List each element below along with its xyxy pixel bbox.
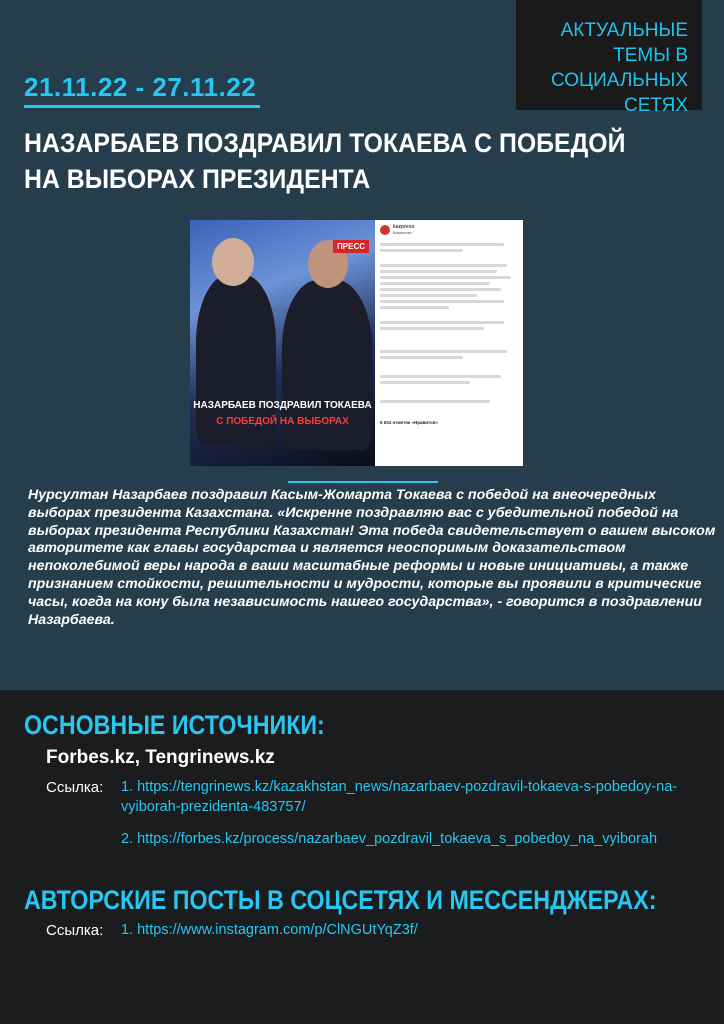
sources-link-label: Ссылка: bbox=[46, 779, 104, 796]
image-caption-line2: С ПОБЕДОЙ НА ВЫБОРАХ bbox=[216, 416, 349, 427]
source-link-1[interactable]: 1. https://tengrinews.kz/kazakhstan_news/nazarbaev-pozdravil-tokaeva-s-pobedoy-na-vyiborah-prezidenta-483757/ bbox=[121, 779, 678, 815]
account-location: Казахстан bbox=[393, 230, 412, 235]
head-left bbox=[212, 238, 254, 286]
post-likes: 5 024 отметок «Нравится» bbox=[380, 420, 438, 425]
author-link-label: Ссылка: bbox=[46, 922, 104, 939]
account-name: kazpress bbox=[393, 224, 415, 230]
instagram-post-screenshot bbox=[190, 220, 523, 466]
sources-names: Forbes.kz, Tengrinews.kz bbox=[46, 747, 275, 768]
press-badge: ПРЕСС bbox=[333, 240, 369, 253]
author-posts-heading: АВТОРСКИЕ ПОСТЫ В СОЦСЕТЯХ И МЕССЕНДЖЕРАХ: bbox=[24, 885, 657, 915]
image-caption-line1: НАЗАРБАЕВ ПОЗДРАВИЛ ТОКАЕВА bbox=[193, 400, 372, 411]
account-avatar bbox=[380, 225, 390, 235]
author-link-1[interactable]: 1. https://www.instagram.com/p/ClNGUtYqZ3f/ bbox=[121, 922, 418, 938]
source-link-2[interactable]: 2. https://forbes.kz/process/nazarbaev_pozdravil_tokaeva_s_pobedoy_na_vyiborah bbox=[121, 831, 658, 847]
article-text: Нурсултан Назарбаев поздравил Касым-Жомарта Токаева с победой на внеочередных выборах президента Казахстана. «Искренне поздравляю вас с убедительной победой на выборах президента Республики Казахстан! Эта победа свидетельствует о вашем высоком авторитете как главы государства и является неоспоримым доказательством непоколебимой веры народа в ваши масштабные реформы и новые инициативы, а также признанием стойкости, решительности и мудрости, которые вы проявили в критические часы, когда на кону была независимость нашего государства», - говорится в поздравлении Назарбаева. bbox=[28, 487, 716, 628]
sources-heading: ОСНОВНЫЕ ИСТОЧНИКИ: bbox=[24, 710, 325, 740]
post-photo bbox=[190, 220, 375, 466]
page-title: НАЗАРБАЕВ ПОЗДРАВИЛ ТОКАЕВА С ПОБЕДОЙ НА ВЫБОРАХ ПРЕЗИДЕНТА bbox=[24, 128, 626, 194]
date-range: 21.11.22 - 27.11.22 bbox=[24, 72, 257, 102]
post-comments-panel bbox=[375, 220, 523, 466]
date-underline bbox=[24, 105, 260, 108]
post-separator bbox=[288, 481, 438, 483]
topic-label: АКТУАЛЬНЫЕ ТЕМЫ В СОЦИАЛЬНЫХ СЕТЯХ bbox=[516, 0, 702, 110]
